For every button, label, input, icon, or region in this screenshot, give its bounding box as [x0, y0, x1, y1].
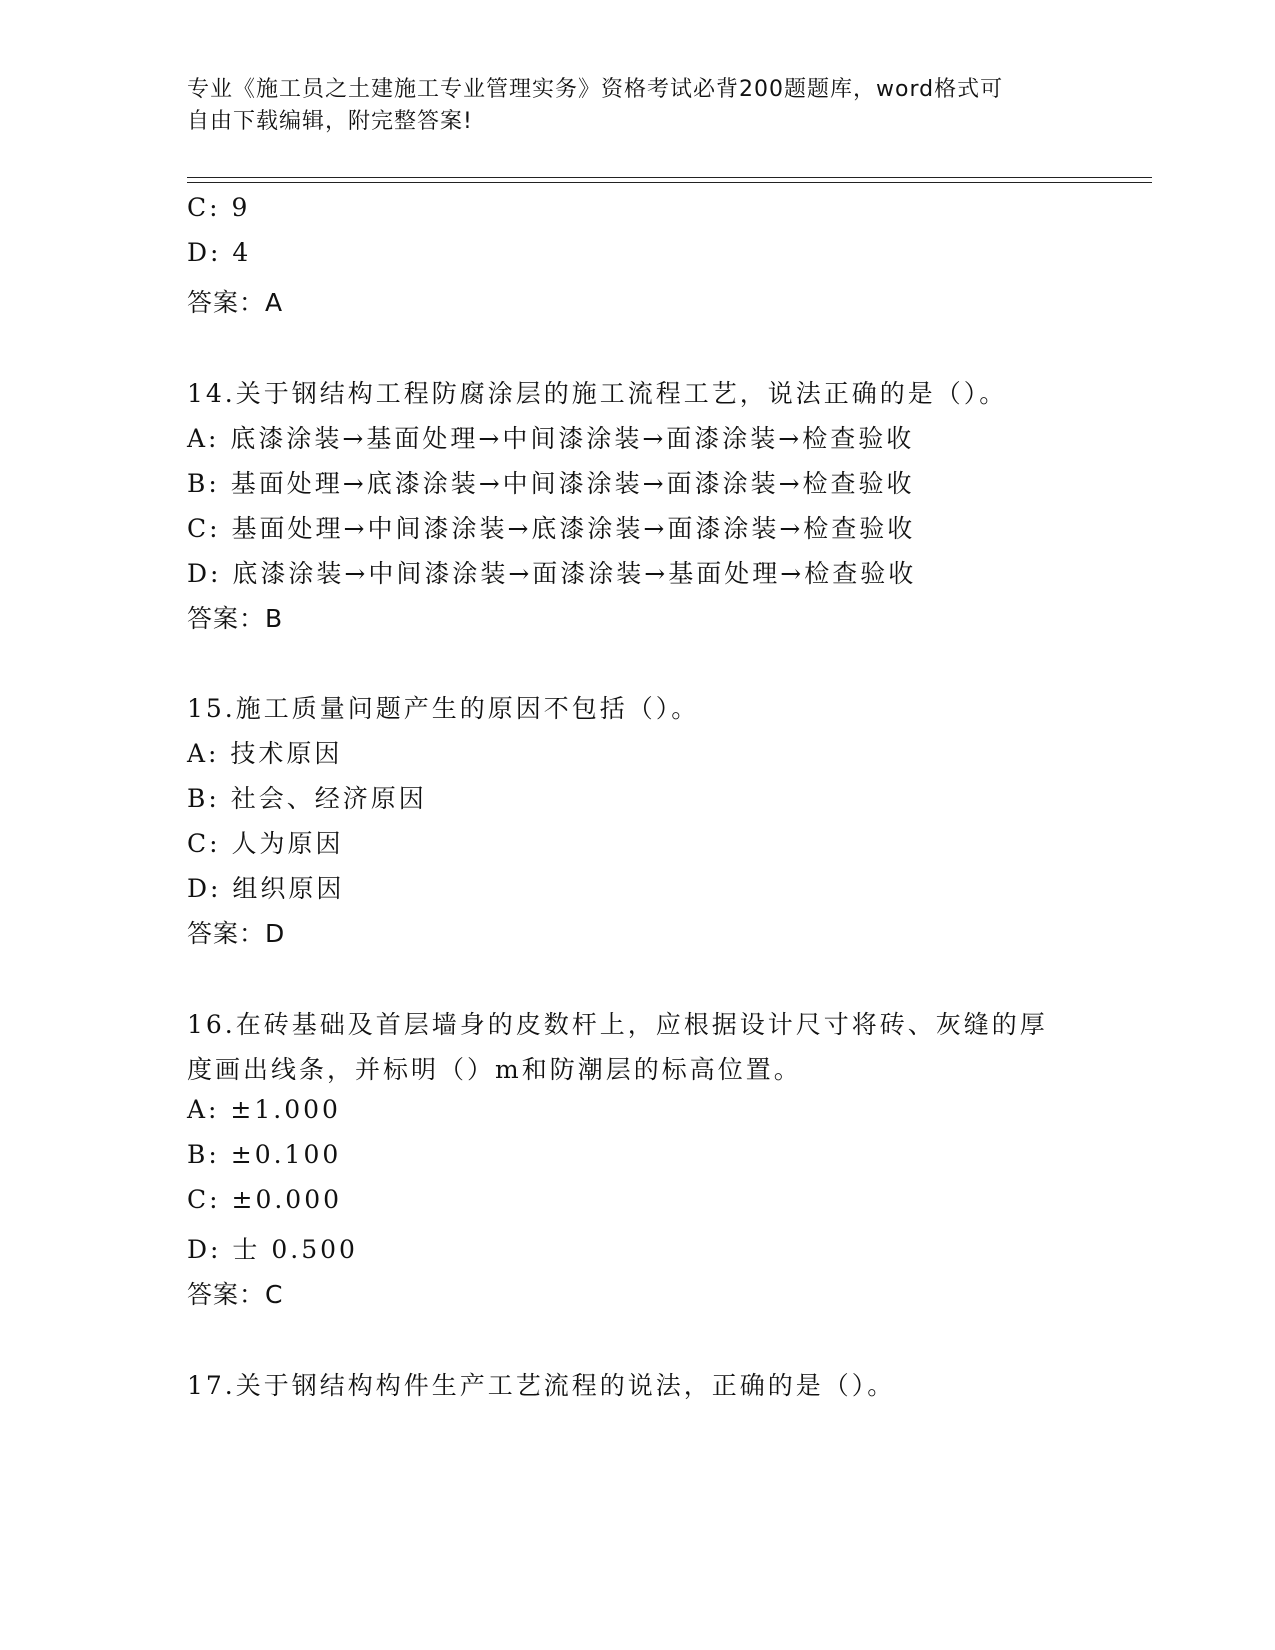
- answer: 答案：C: [187, 1280, 284, 1309]
- header-rule-bottom: [187, 182, 1152, 183]
- header-line-1: 专业《施工员之土建施工专业管理实务》资格考试必背200题题库，word格式可: [187, 77, 1004, 102]
- answer: 答案：D: [187, 919, 286, 948]
- header-line-2: 自由下载编辑，附完整答案!: [187, 109, 473, 134]
- option-c: C: 人为原因: [187, 829, 344, 858]
- question-stem: 15.施工质量问题产生的原因不包括（）。: [187, 694, 700, 723]
- answer: 答案：A: [187, 288, 284, 317]
- option-d: D: 士 0.500: [187, 1235, 358, 1264]
- option-b: B: ±0.100: [187, 1140, 342, 1169]
- option-d: D: 组织原因: [187, 874, 345, 903]
- option-d: D: 4: [187, 238, 252, 267]
- option-c: C: 基面处理→中间漆涂装→底漆涂装→面漆涂装→检查验收: [187, 514, 916, 543]
- question-stem: 17.关于钢结构构件生产工艺流程的说法，正确的是（）。: [187, 1371, 896, 1400]
- option-d: D: 底漆涂装→中间漆涂装→面漆涂装→基面处理→检查验收: [187, 559, 917, 588]
- question-stem: 14.关于钢结构工程防腐涂层的施工流程工艺，说法正确的是（）。: [187, 379, 1008, 408]
- option-b: B: 社会、经济原因: [187, 784, 427, 813]
- option-b: B: 基面处理→底漆涂装→中间漆涂装→面漆涂装→检查验收: [187, 469, 915, 498]
- answer: 答案：B: [187, 604, 284, 633]
- option-c: C: ±0.000: [187, 1185, 343, 1214]
- header-rule-top: [187, 177, 1152, 178]
- header-text: [187, 74, 1067, 138]
- question-stem-line-2: 度画出线条，并标明（）m和防潮层的标高位置。: [187, 1055, 802, 1084]
- question-stem-line-1: 16.在砖基础及首层墙身的皮数杆上，应根据设计尺寸将砖、灰缝的厚: [187, 1010, 1048, 1039]
- option-a: A: 底漆涂装→基面处理→中间漆涂装→面漆涂装→检查验收: [187, 424, 915, 453]
- option-a: A: ±1.000: [187, 1095, 341, 1124]
- option-a: A: 技术原因: [187, 739, 343, 768]
- option-c: C: 9: [187, 193, 251, 222]
